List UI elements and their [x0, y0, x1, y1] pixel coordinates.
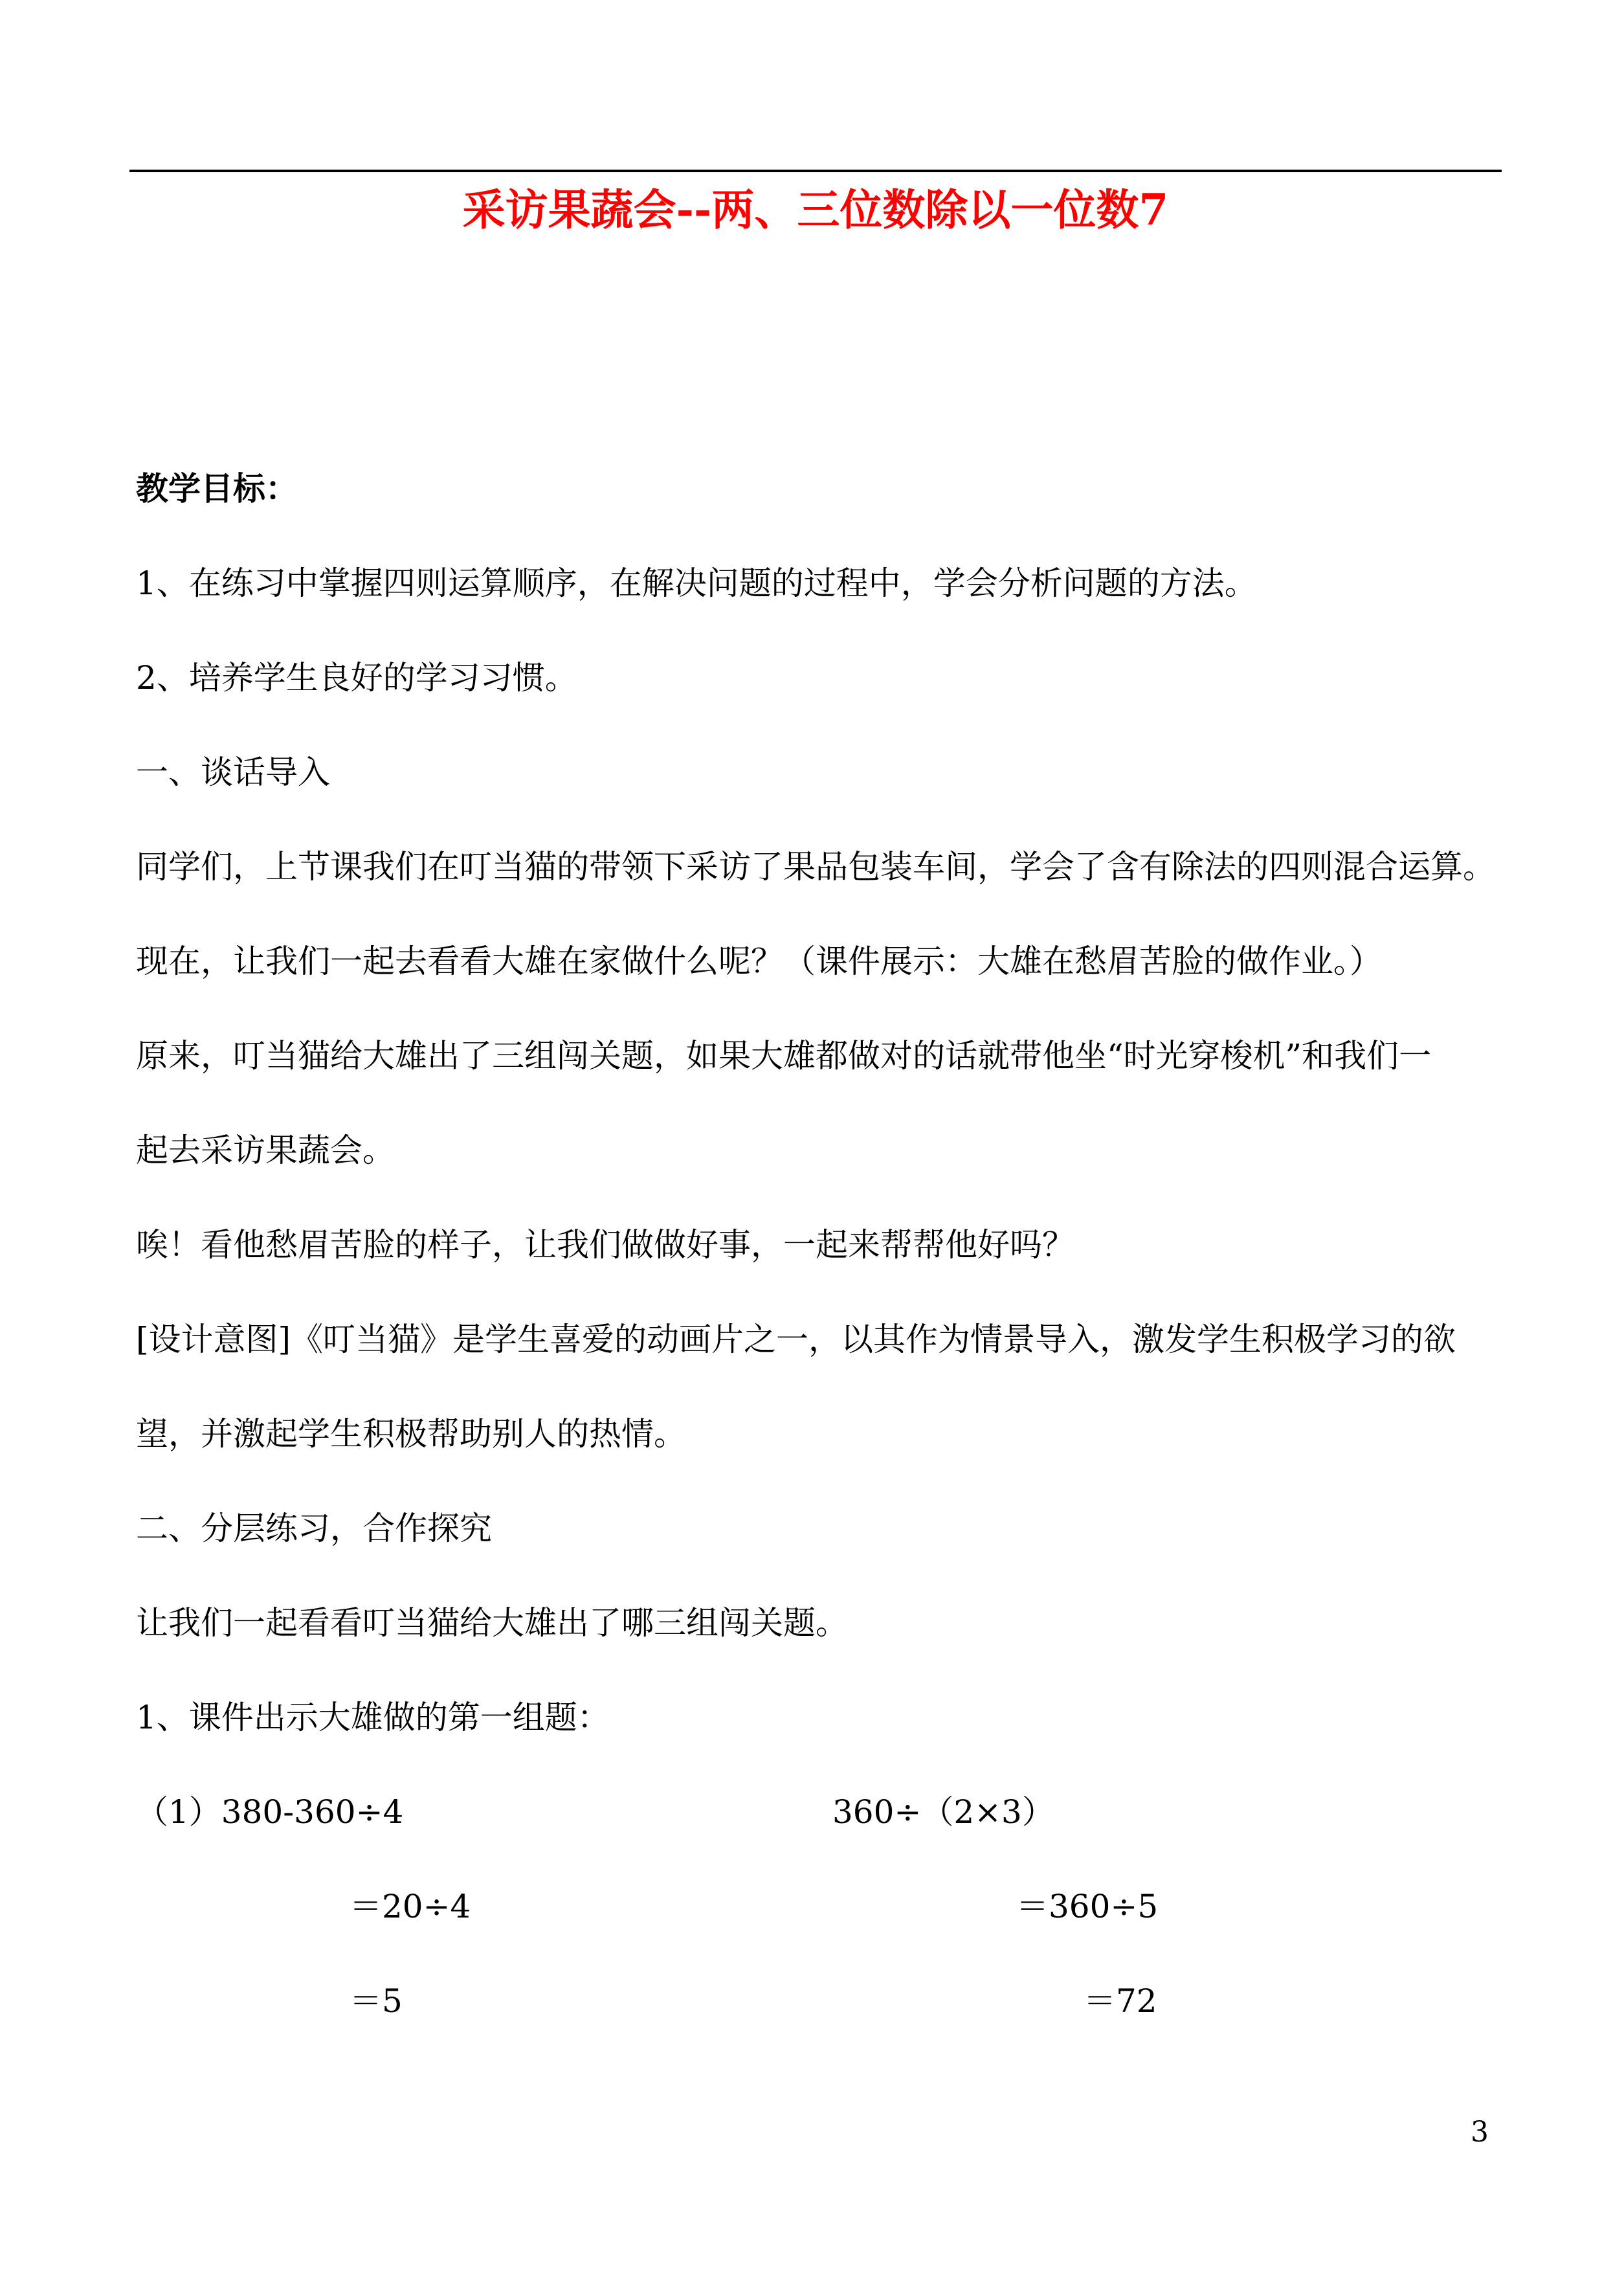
math-left-step-2: ＝5 — [350, 1982, 403, 2020]
section2-item-1: 1、课件出示大雄做的第一组题： — [136, 1699, 610, 1736]
math-right-step-1: ＝360÷5 — [1016, 1888, 1159, 1925]
design-intent-line-2: 望，并激起学生积极帮助别人的热情。 — [136, 1415, 686, 1453]
section1-heading: 一、谈话导入 — [136, 754, 330, 791]
objectives-heading: 教学目标： — [136, 469, 298, 508]
objective-2: 2、培养学生良好的学习习惯。 — [136, 659, 577, 697]
section1-paragraph-3-line-1: 原来，叮当猫给大雄出了三组闯关题，如果大雄都做对的话就带他坐“时光穿梭机”和我们一 — [136, 1037, 1432, 1075]
objective-1: 1、在练习中掌握四则运算顺序，在解决问题的过程中，学会分析问题的方法。 — [136, 565, 1257, 602]
design-intent-line-1: [设计意图]《叮当猫》是学生喜爱的动画片之一，以其作为情景导入，激发学生积极学习的欲 — [136, 1321, 1456, 1358]
section1-paragraph-3-line-2: 起去采访果蔬会。 — [136, 1132, 395, 1169]
math-left-step-1: ＝20÷4 — [350, 1888, 471, 1925]
math-right-problem: 360÷（2×3） — [832, 1793, 1054, 1831]
section2-heading: 二、分层练习，合作探究 — [136, 1510, 492, 1547]
section1-paragraph-2: 现在，让我们一起去看看大雄在家做什么呢？（课件展示：大雄在愁眉苦脸的做作业。） — [136, 943, 1382, 980]
header-rule — [129, 170, 1502, 172]
math-right-step-2: ＝72 — [1084, 1982, 1157, 2020]
section1-paragraph-4: 唉！看他愁眉苦脸的样子，让我们做做好事，一起来帮帮他好吗？ — [136, 1226, 1074, 1264]
math-left-problem: （1）380-360÷4 — [136, 1793, 404, 1831]
page-number: 3 — [1471, 2116, 1489, 2149]
section2-intro: 让我们一起看看叮当猫给大雄出了哪三组闯关题。 — [136, 1604, 848, 1642]
document-title: 采访果蔬会--两、三位数除以一位数7 — [462, 185, 1169, 235]
section1-paragraph-1: 同学们，上节课我们在叮当猫的带领下采访了果品包装车间，学会了含有除法的四则混合运算。 — [136, 848, 1495, 886]
